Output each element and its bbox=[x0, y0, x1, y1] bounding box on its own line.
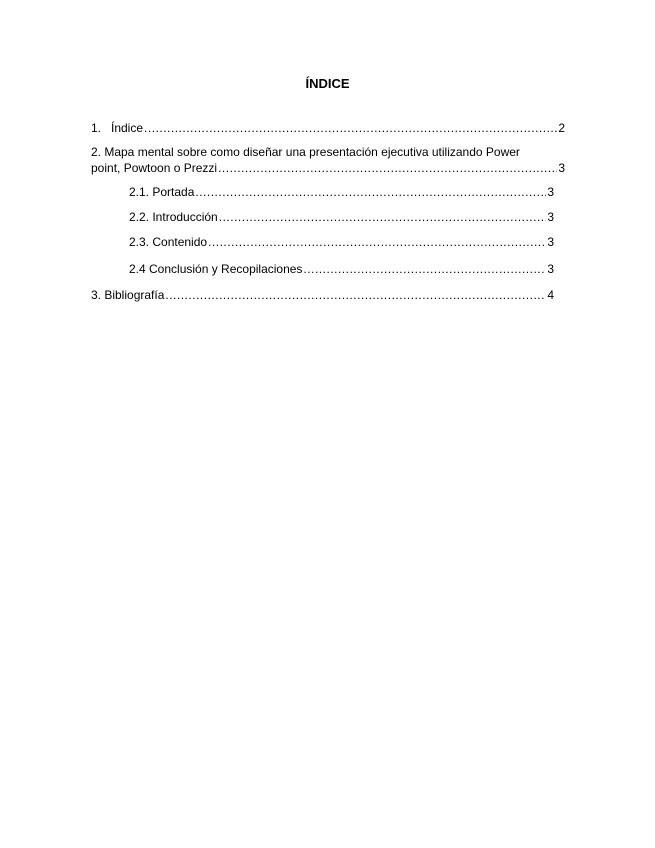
dot-leader bbox=[219, 210, 547, 224]
toc-entry-number: 1. bbox=[91, 121, 102, 135]
toc-page-number: 3 bbox=[558, 161, 565, 175]
toc-entry-3[interactable] bbox=[91, 288, 554, 302]
toc-entry-label: 3. Bibliografía bbox=[91, 288, 165, 302]
toc-entry-2-4[interactable] bbox=[129, 262, 554, 276]
toc-page-number: 3 bbox=[547, 235, 554, 249]
toc-page-number: 2 bbox=[558, 121, 565, 135]
toc-page-number: 4 bbox=[547, 288, 554, 302]
toc-entry-label: 2.2. Introducción bbox=[129, 210, 218, 224]
dot-leader bbox=[195, 185, 546, 199]
toc-entry-2-line1[interactable]: 2. Mapa mental sobre como diseñar una presentación ejecutiva utilizando Power bbox=[91, 145, 520, 159]
toc-entry-label: 2.4 Conclusión y Recopilaciones bbox=[129, 262, 303, 276]
dot-leader bbox=[303, 262, 546, 276]
dot-leader bbox=[144, 121, 557, 135]
toc-entry-label: 2.3. Contenido bbox=[129, 235, 208, 249]
toc-page-number: 3 bbox=[547, 210, 554, 224]
dot-leader bbox=[208, 235, 546, 249]
index-title: ÍNDICE bbox=[305, 76, 350, 91]
toc-entry-label: point, Powtoon o Prezzi bbox=[91, 161, 218, 175]
toc-entry-2[interactable] bbox=[91, 161, 565, 175]
toc-entry-1[interactable] bbox=[91, 121, 565, 135]
toc-page-number: 3 bbox=[547, 262, 554, 276]
toc-entry-2-3[interactable] bbox=[129, 235, 554, 249]
dot-leader bbox=[218, 161, 557, 175]
toc-entry-2-2[interactable] bbox=[129, 210, 554, 224]
toc-entry-label: Índice bbox=[111, 121, 144, 135]
toc-page-number: 3 bbox=[547, 185, 554, 199]
dot-leader bbox=[165, 288, 546, 302]
toc-entry-2-1[interactable] bbox=[129, 185, 554, 199]
toc-entry-label: 2.1. Portada bbox=[129, 185, 195, 199]
